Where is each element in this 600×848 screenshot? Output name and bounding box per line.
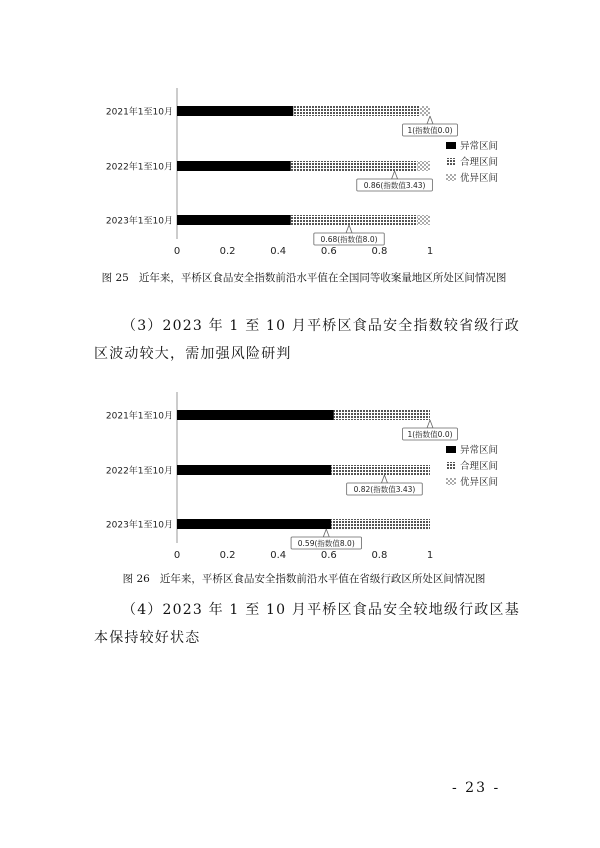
legend-swatch [446, 446, 456, 453]
chart-figure-26 [0, 380, 600, 561]
marker-pointer [346, 225, 352, 233]
annotation-label: 0.68(指数值8.0) [320, 235, 378, 244]
marker-pointer [381, 475, 387, 483]
legend-swatch [446, 462, 456, 469]
caption-figure-26 [84, 571, 524, 587]
legend-swatch [446, 158, 456, 165]
bar-abnormal [177, 106, 293, 116]
bar-reasonable [293, 106, 420, 116]
annotation-label: 1(指数值0.0) [407, 430, 453, 439]
x-tick-label: 0.2 [219, 550, 236, 561]
legend-swatch [446, 174, 456, 181]
x-tick-label: 0 [173, 246, 181, 257]
caption-label: 图 25 [101, 272, 129, 284]
bar-excellent [417, 215, 430, 225]
bar-abnormal [177, 410, 334, 420]
x-tick-label: 0.4 [270, 550, 287, 561]
chart-svg-26 [0, 380, 600, 565]
bar-excellent [420, 106, 430, 116]
marker-pointer [392, 171, 398, 179]
bar-reasonable [331, 465, 430, 475]
caption-figure-25 [84, 270, 524, 286]
marker-pointer [427, 420, 433, 428]
caption-text: 近年来，平桥区食品安全指数前沿水平值在全国同等收案量地区所处区间情况图 [138, 272, 507, 284]
paragraph-4: （4）2023 年 1 至 10 月平桥区食品安全较地级行政区基本保持较好状态 [94, 602, 520, 646]
category-label: 2021年1至10月 [105, 411, 173, 422]
bar-abnormal [177, 215, 291, 225]
caption-label: 图 26 [122, 573, 150, 585]
category-label: 2022年1至10月 [105, 162, 173, 173]
bar-reasonable [291, 161, 418, 171]
chart-figure-25 [0, 76, 600, 257]
x-tick-label: 0.8 [371, 246, 388, 257]
annotation-label: 1(指数值0.0) [407, 126, 453, 135]
marker-pointer [323, 529, 329, 537]
legend-label: 合理区间 [460, 157, 499, 168]
category-label: 2023年1至10月 [105, 216, 173, 227]
legend-label: 异常区间 [460, 141, 499, 152]
category-label: 2022年1至10月 [105, 466, 173, 477]
x-tick-label: 1 [426, 550, 434, 561]
page-number: - 23 - [452, 780, 501, 796]
marker-pointer [427, 116, 433, 124]
paragraph-3: （3）2023 年 1 至 10 月平桥区食品安全指数较省级行政区波动较大，需加强风险研判 [94, 318, 520, 362]
annotation-label: 0.86(指数值3.43) [363, 181, 426, 190]
bar-reasonable [291, 215, 418, 225]
x-tick-label: 1 [426, 246, 434, 257]
x-tick-label: 0.8 [371, 550, 388, 561]
bar-reasonable [334, 410, 430, 420]
bar-abnormal [177, 519, 331, 529]
category-label: 2021年1至10月 [105, 107, 173, 118]
x-tick-label: 0.4 [270, 246, 287, 257]
category-label: 2023年1至10月 [105, 520, 173, 531]
annotation-label: 0.82(指数值3.43) [353, 485, 416, 494]
bar-abnormal [177, 161, 291, 171]
bar-reasonable [331, 519, 430, 529]
caption-text: 近年来，平桥区食品安全指数前沿水平值在省级行政区所处区间情况图 [159, 573, 486, 585]
legend-label: 优异区间 [460, 477, 499, 488]
legend-label: 优异区间 [460, 173, 499, 184]
legend-swatch [446, 142, 456, 149]
legend-label: 异常区间 [460, 445, 499, 456]
x-tick-label: 0.6 [320, 550, 337, 561]
chart-svg-25 [0, 76, 600, 261]
bar-excellent [417, 161, 430, 171]
x-tick-label: 0.2 [219, 246, 236, 257]
annotation-label: 0.59(指数值8.0) [297, 539, 355, 548]
x-tick-label: 0.6 [320, 246, 337, 257]
bar-abnormal [177, 465, 331, 475]
legend-swatch [446, 478, 456, 485]
x-tick-label: 0 [173, 550, 181, 561]
legend-label: 合理区间 [460, 461, 499, 472]
